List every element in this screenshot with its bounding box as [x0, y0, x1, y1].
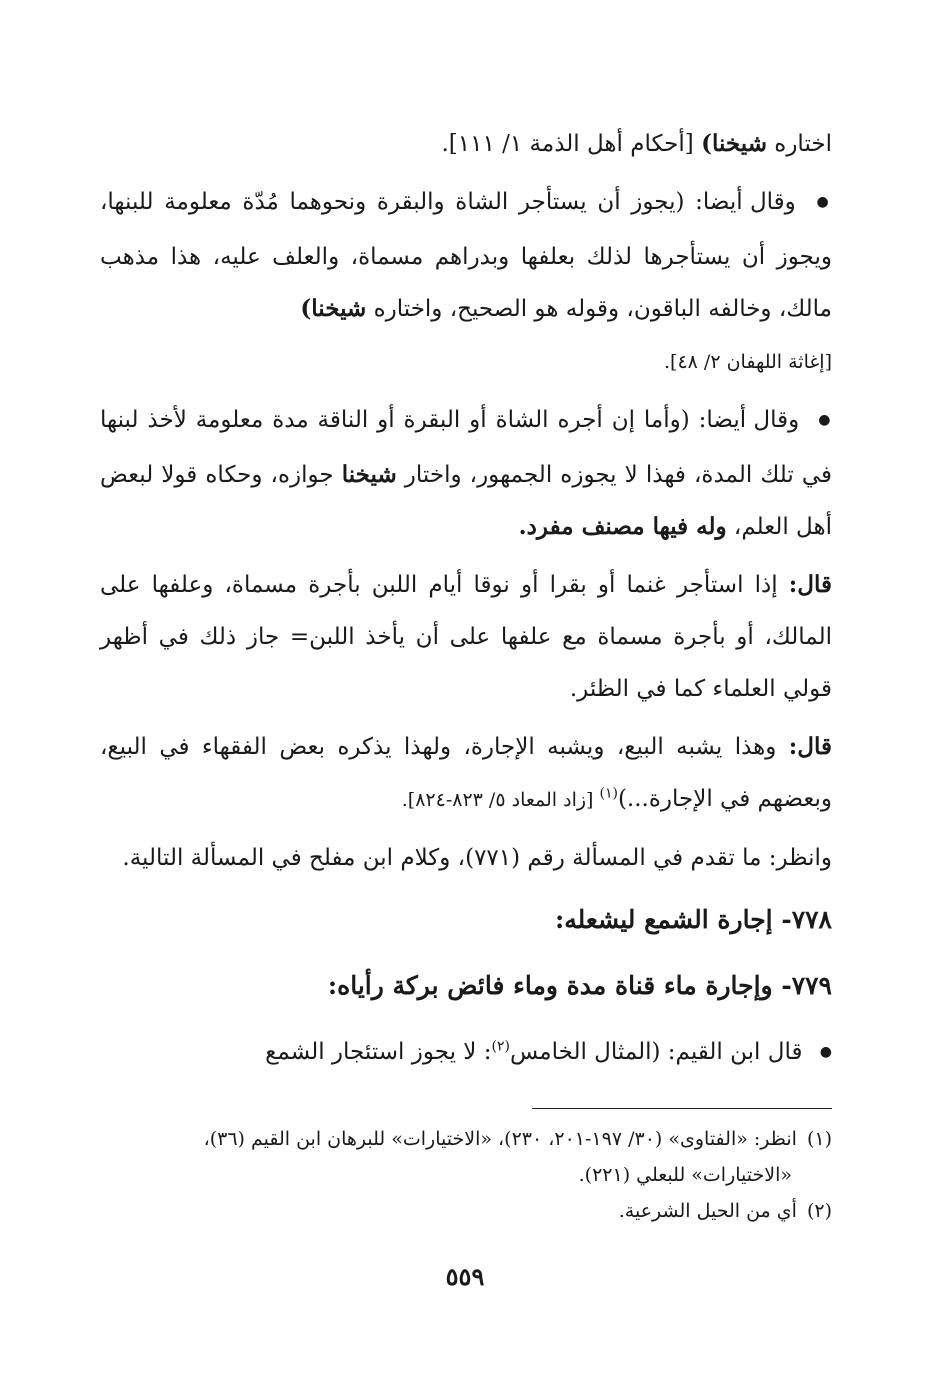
text-run: إذا استأجر غنما أو بقرا أو نوقا أيام اللبن بأجرة مسماة، وعلفها على المالك، أو بأجرة مسماة مع علفها على أن يأخذ اللبن= جاز ذلك في أظهر قولي العلماء كما في الظئر. — [100, 572, 832, 702]
footnote-text: أي من الحيل الشرعية. — [618, 1200, 797, 1222]
footnote-1-continuation: «الاختيارات» للبعلي (٢٢١). — [578, 1164, 792, 1186]
bold-name-shaykhuna: شيخنا) — [701, 130, 767, 157]
bold-note: وله فيها مصنف مفرد. — [518, 513, 727, 540]
citation: [زاد المعاد ٥/ ٨٢٣-٨٢٤]. — [401, 789, 600, 811]
section-heading-778: ٧٧٨- إجارة الشمع ليشعله: — [554, 905, 832, 934]
bold-qala: قال: — [788, 733, 832, 760]
paragraph-2 — [100, 176, 832, 388]
paragraph-3 — [100, 394, 832, 553]
paragraph-4 — [100, 559, 832, 715]
footnote-separator — [532, 1108, 832, 1109]
text-run: وانظر: ما تقدم في المسألة رقم (٧٧١)، وكلام ابن مفلح في المسألة التالية. — [122, 845, 832, 871]
footnote-1 — [100, 1121, 832, 1157]
text-run: وهذا يشبه البيع، ويشبه الإجارة، ولهذا يذكره بعض الفقهاء في البيع، وبعضهم في الإجارة...) — [100, 734, 832, 812]
bold-name-shaykhuna: شيخنا — [341, 461, 397, 488]
paragraph-1 — [100, 118, 832, 170]
footnote-number: (٢) — [806, 1200, 832, 1222]
citation: [أحكام أهل الذمة ١/ ١١١]. — [441, 131, 702, 157]
section-heading-779: ٧٧٩- وإجارة ماء قناة مدة وماء فائض بركة رأياه: — [327, 971, 832, 1000]
text-run: قال ابن القيم: (المثال الخامس — [509, 1039, 803, 1065]
text-run: وقال أيضا: (يجوز أن يستأجر الشاة والبقرة ونحوهما مُدّة معلومة للبنها، ويجوز أن يستأجرها لذلك بعلفها وبدراهم مسماة، والعلف عليه، هذا مذهب مالك، وخالفه الباقون، وقوله هو الصحيح، واختاره — [100, 189, 832, 322]
bold-name-shaykhuna: شيخنا) — [300, 295, 367, 322]
text-run: جوازه، وحكاه قولا لبعض أهل العلم، — [100, 462, 832, 540]
bold-qala: قال: — [788, 571, 832, 598]
main-text — [100, 118, 832, 1087]
footnote-ref: (١) — [599, 785, 618, 802]
paragraph-6 — [100, 832, 832, 884]
text-run: : لا يجوز استئجار الشمع — [265, 1039, 492, 1065]
text-run: وقال أيضا: (وأما إن أجره الشاة أو البقرة أو الناقة مدة معلومة لأخذ لبنها في تلك المدة، فهذا لا يجوزه الجمهور، واختار — [100, 407, 832, 488]
footnote-2 — [100, 1193, 832, 1229]
text-run: اختاره — [766, 131, 832, 157]
footnote-number: (١) — [806, 1128, 832, 1150]
footnotes — [100, 1108, 832, 1229]
footnote-text: انظر: «الفتاوى» (٣٠/ ١٩٧-٢٠١، ٢٣٠)، «الاختيارات» للبرهان ابن القيم (٣٦)، — [203, 1128, 797, 1150]
paragraph-5 — [100, 721, 832, 826]
footnote-ref: (٢) — [491, 1038, 510, 1055]
paragraph-7 — [100, 1026, 832, 1081]
page-number: ٥٥٩ — [445, 1262, 485, 1291]
citation: [إغاثة اللهفان ٢/ ٤٨]. — [664, 351, 832, 373]
